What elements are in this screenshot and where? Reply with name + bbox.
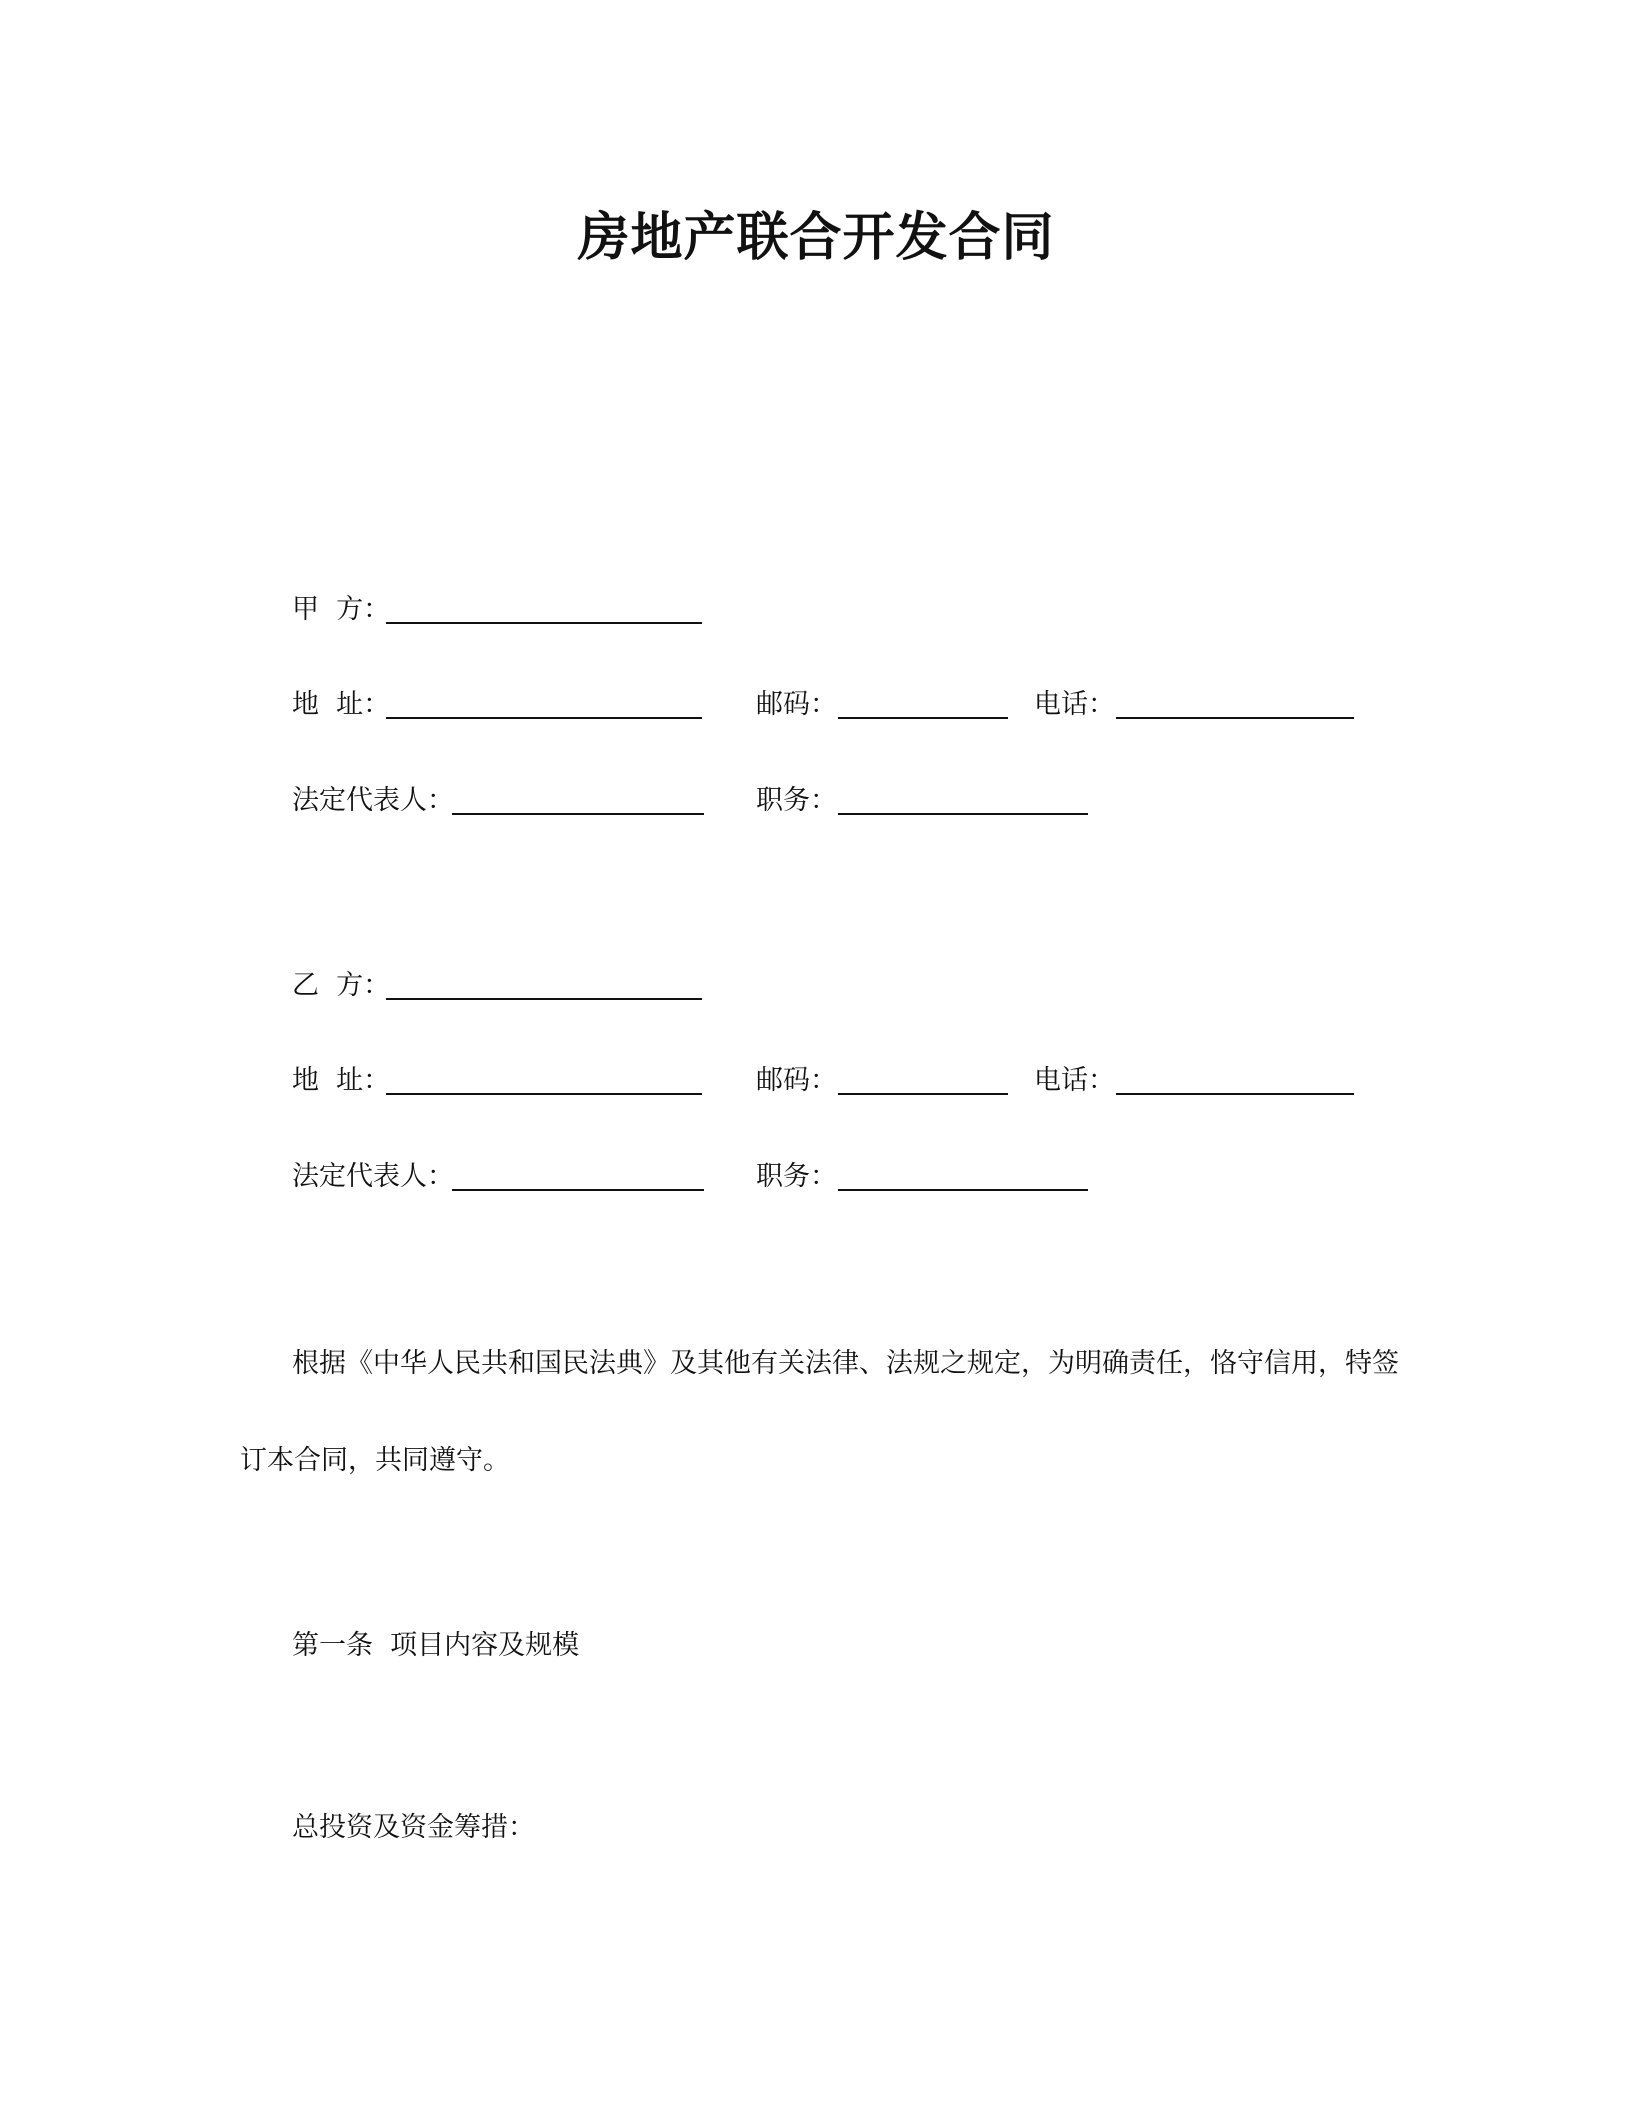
party-b-address-label: 地 址： [292,1065,391,1096]
party-a-position-field[interactable] [838,813,1088,815]
party-b-phone-field[interactable] [1116,1093,1354,1095]
party-a-position-label: 职务： [756,785,837,816]
party-b-legal-rep-field[interactable] [452,1189,704,1191]
party-a-address-label: 地 址： [292,689,391,720]
party-a-name-field[interactable] [386,622,702,624]
party-b-phone-label: 电话： [1034,1065,1115,1096]
preamble-line-2: 订本合同，共同遵守。 [240,1445,510,1476]
article-1-heading: 第一条 项目内容及规模 [292,1630,580,1661]
party-b-position-field[interactable] [838,1189,1088,1191]
party-b-legal-rep-label: 法定代表人： [292,1161,454,1192]
party-a-phone-field[interactable] [1116,717,1354,719]
party-a-legal-rep-label: 法定代表人： [292,785,454,816]
investment-heading: 总投资及资金筹措： [292,1812,535,1843]
party-b-position-label: 职务： [756,1161,837,1192]
party-b-address-field[interactable] [386,1093,702,1095]
party-b-name-field[interactable] [386,998,702,1000]
party-b-postcode-label: 邮码： [756,1065,837,1096]
party-b-label: 乙 方： [292,970,391,1001]
party-a-address-field[interactable] [386,717,702,719]
document-title: 房地产联合开发合同 [577,208,1055,268]
party-a-label: 甲 方： [292,594,391,625]
party-a-phone-label: 电话： [1034,689,1115,720]
preamble-line-1: 根据《中华人民共和国民法典》及其他有关法律、法规之规定，为明确责任，恪守信用，特签 [292,1348,1399,1379]
party-b-postcode-field[interactable] [838,1093,1008,1095]
party-a-postcode-field[interactable] [838,717,1008,719]
party-a-postcode-label: 邮码： [756,689,837,720]
party-a-legal-rep-field[interactable] [452,813,704,815]
